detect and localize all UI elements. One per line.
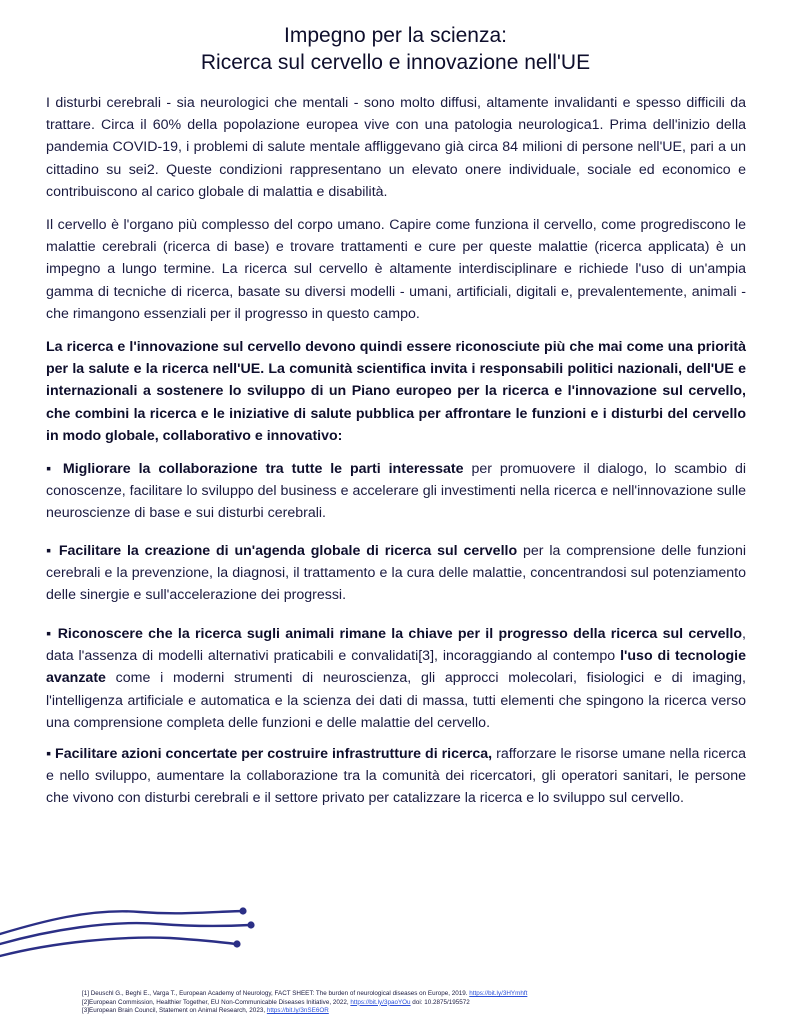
bullet-animal-research — [46, 623, 746, 734]
footnote-2 — [82, 999, 682, 1008]
footnote-text: [3]European Brain Council, Statement on Animal Research, 2023, — [82, 1007, 267, 1015]
footnote-link[interactable]: https://bit.ly/3nSE6OR — [266, 1007, 329, 1015]
footnote-link[interactable]: https://bit.ly/3paoYOu — [350, 998, 411, 1006]
bullet-bold-lead: ▪ Facilitare la creazione di un'agenda globale di ricerca sul cervello — [46, 543, 518, 559]
wave-dot-2 — [247, 921, 254, 928]
bullet-bold-lead: ▪ Facilitare azioni concertate per costruire infrastrutture di ricerca, — [46, 746, 493, 762]
wave-dot-1 — [239, 907, 246, 914]
bullet-infrastructure — [46, 743, 746, 810]
page-title — [0, 22, 791, 76]
bullet-bold-lead: ▪ Migliorare la collaborazione tra tutte le parti interessate — [46, 461, 464, 477]
paragraph-intro: I disturbi cerebrali - sia neurologici che mentali - sono molto diffusi, altamente invalidanti e spesso difficili da trattare. Circa il 60% della popolazione europea vive con una patologia neurologica1. Prima dell'inizio della pandemia COVID-19, i problemi di salute mentale affliggevano già circa 84 milioni di persone nell'UE, pari a un cittadino su sei2. Queste condizioni rappresentano un elevato onere individuale, sociale ed economico e contribuiscono al carico globale di malattia e disabilità. — [46, 95, 746, 200]
title-line-1: Impegno per la scienza: — [284, 24, 507, 47]
paragraph-brain-complexity: Il cervello è l'organo più complesso del corpo umano. Capire come funziona il cervello, come progrediscono le malattie cerebrali (ricerca di base) e trovare trattamenti e cure per queste malattie (ricerca applicata) è un impegno a lungo termine. La ricerca sul cervello è altamente interdisciplinare e richiede l'uso di un'ampia gamma di tecniche di ricerca, basate su diversi modelli - umani, artificiali, digitali e, prevalentemente, animali - che rimangono essenziali per il progresso in questo campo. — [46, 217, 746, 322]
bullet-text: per la comprensione delle funzioni cerebrali e la prevenzione, la diagnosi, il trattamento e la cura delle malattie, concentrandosi sul potenziamento delle sinergie e sull'accelerazione dei progressi. — [46, 543, 746, 604]
footnote-1 — [82, 990, 682, 999]
bullet-collaboration — [46, 458, 746, 525]
bullet-text: per promuovere il dialogo, lo scambio di conoscenze, facilitare lo sviluppo del business e accelerare gli investimenti nella ricerca e nell'innovazione sulle neuroscienze di base e sui disturbi cerebrali. — [46, 461, 746, 522]
bullet-bold-lead: ▪ Riconoscere che la ricerca sugli animali rimane la chiave per il progresso della ricerca sul cervello — [46, 626, 743, 642]
footnote-link[interactable]: https://bit.ly/3HYmhft — [469, 990, 528, 997]
footnote-text: [1] Deuschl G., Beghi E., Varga T., European Academy of Neurology, FACT SHEET: The burden of neurological diseases on Europe, 2019. — [82, 990, 470, 997]
bullet-text: rafforzare le risorse umane nella ricerca e nello sviluppo, aumentare la collaborazione tra la comunità dei ricercatori, gli operatori sanitari, le persone che vivono con disturbi cerebrali e il settore privato per catalizzare la ricerca e lo sviluppo sul cervello. — [46, 746, 746, 807]
wave-dot-3 — [233, 940, 240, 947]
title-line-2: Ricerca sul cervello e innovazione nell'UE — [200, 51, 591, 74]
footnotes — [82, 990, 682, 1016]
bullet-text: , data l'assenza di modelli alternativi praticabili e convalidati[3], incoraggiando al contempo — [46, 626, 746, 665]
bullet-bold-inline: l'uso di tecnologie avanzate — [46, 648, 746, 687]
bullet-text-continued: come i moderni strumenti di neuroscienza, gli approcci molecolari, fisiologici e di imaging, l'intelligenza artificiale e automatica e la scienza dei dati di massa, tutti elementi che spingono la ricerca verso una comprensione completa delle funzioni e delle malattie del cervello. — [46, 670, 746, 731]
paragraph-call-to-action: La ricerca e l'innovazione sul cervello devono quindi essere riconosciute più che mai come una priorità per la salute e la ricerca nell'UE. La comunità scientifica invita i responsabili politici nazionali, dell'UE e internazionali a sostenere lo sviluppo di un Piano europeo per la ricerca e l'innovazione sul cervello, che combini la ricerca e le iniziative di salute pubblica per affrontare le funzioni e i disturbi del cervello in modo globale, collaborativo e innovativo: — [46, 339, 746, 444]
wave-line-3 — [0, 938, 236, 956]
footnote-3 — [82, 1007, 682, 1016]
decorative-wave-lines — [0, 900, 270, 970]
footnote-text: [2]European Commission, Healthier Together, EU Non-Communicable Diseases Initiative, 2022, — [82, 998, 351, 1006]
footnote-after: doi: 10.2875/195572 — [410, 998, 470, 1006]
bullet-research-agenda — [46, 540, 746, 607]
